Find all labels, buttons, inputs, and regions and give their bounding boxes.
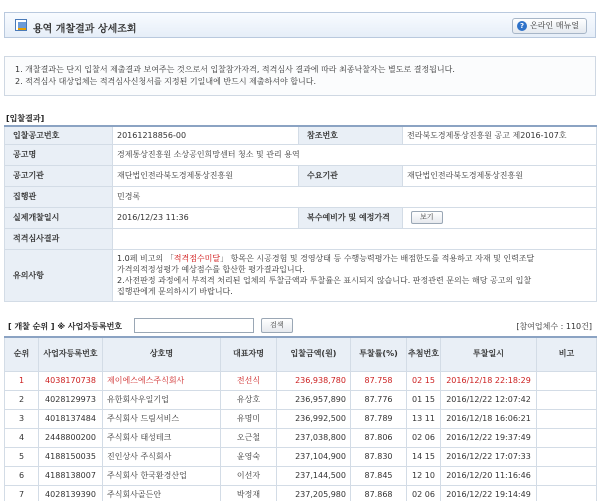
cell-draw-no: 13 11 [407,409,441,428]
cell-ceo: 유상호 [221,390,277,409]
cell-rate: 87.830 [351,447,407,466]
cell-amount: 236,957,890 [277,390,351,409]
notice-name-value: 경제통상진흥원 소상공인희망센터 청소 및 관리 용역 [113,144,597,165]
ref-no-value: 전라북도경제통상진흥원 공고 제2016-107호 [403,126,597,144]
cell-company[interactable]: 주식회사 한국환경산업 [103,466,221,485]
cell-company[interactable]: 제이에스에스주식회사 [103,371,221,390]
cell-bid-datetime: 2016/12/22 12:07:42 [441,390,537,409]
notice-line-1: 1. 개찰결과는 단지 입찰서 제출결과 보여주는 것으로서 입찰참가자격, 적격심사 결과에 따라 최종낙찰자는 별도로 결정됩니다. [15,65,455,74]
ranking-filter-bar [4,318,596,334]
table-row [5,447,597,466]
participant-count: [참여업체수 : 110건] [516,322,592,331]
notice-line-2: 2. 적격심사 대상업체는 적격심사신청서를 지정된 기일내에 반드시 제출하셔야 합니다. [15,77,316,86]
help-icon: ? [517,21,527,31]
cell-company[interactable]: 주식회사골든안 [103,485,221,501]
notes-line-3: 2.사전판정 과정에서 부적격 처리된 업체의 투찰금액과 투찰률은 표시되지 않습니다. 판정관련 문의는 해당 공고의 입찰 [117,276,532,285]
cell-amount: 237,144,500 [277,466,351,485]
cell-remarks [537,390,597,409]
cell-ceo: 윤영숙 [221,447,277,466]
label-qualification-result: 적격심사결과 [5,228,113,249]
col-rank: 순위 [5,337,39,371]
cell-rank: 4 [5,428,39,447]
cell-draw-no: 02 06 [407,485,441,501]
label-ref-no: 참조번호 [299,126,403,144]
col-rate: 투찰률(%) [351,337,407,371]
qualification-result-value [113,228,597,249]
cell-bid-datetime: 2016/12/18 22:18:29 [441,371,537,390]
col-amount: 입찰금액(원) [277,337,351,371]
notes-value [113,249,597,301]
table-row [5,371,597,390]
cell-remarks [537,409,597,428]
cell-rank: 3 [5,409,39,428]
cell-rank: 5 [5,447,39,466]
cell-rate: 87.776 [351,390,407,409]
cell-amount: 237,104,900 [277,447,351,466]
demand-org-value: 재단법인전라북도경제통상진흥원 [403,165,597,186]
cell-business-no: 4188138007 [39,466,103,485]
cell-remarks [537,371,597,390]
open-datetime-value: 2016/12/23 11:36 [113,207,299,228]
ranking-header-row [5,337,597,371]
label-open-datetime: 실제개찰일시 [5,207,113,228]
cell-company[interactable]: 진인상사 주식회사 [103,447,221,466]
notes-line-2: 가격의적정성평가 예상점수를 합산한 평가결과입니다. [117,265,305,274]
cell-bid-datetime: 2016/12/18 16:06:21 [441,409,537,428]
cell-company[interactable]: 유한회사우일기업 [103,390,221,409]
cell-rank: 6 [5,466,39,485]
cell-rank: 2 [5,390,39,409]
cell-rate: 87.845 [351,466,407,485]
table-row [5,409,597,428]
cell-remarks [537,447,597,466]
notice-org-value: 재단법인전라북도경제통상진흥원 [113,165,299,186]
cell-rate: 87.789 [351,409,407,428]
cell-business-no: 4018137484 [39,409,103,428]
ranking-filter-label: [ 개찰 순위 ] ※ 사업자등록번호 [8,322,123,331]
label-notice-org: 공고기관 [5,165,113,186]
label-demand-org: 수요기관 [299,165,403,186]
search-button[interactable]: 검색 [261,318,293,333]
cell-bid-datetime: 2016/12/22 19:14:49 [441,485,537,501]
cell-company[interactable]: 주식회사 태성테크 [103,428,221,447]
cell-amount: 237,205,980 [277,485,351,501]
table-row [5,485,597,501]
cell-amount: 236,992,500 [277,409,351,428]
online-manual-button[interactable] [512,18,587,34]
col-draw-no: 추첨번호 [407,337,441,371]
cell-remarks [537,485,597,501]
notes-highlight: 적격점수미달 [173,254,221,263]
cell-company[interactable]: 주식회사 드림서비스 [103,409,221,428]
cell-ceo: 이선자 [221,466,277,485]
cell-draw-no: 12 10 [407,466,441,485]
cell-ceo: 오근철 [221,428,277,447]
cell-ceo: 전선식 [221,371,277,390]
cell-amount: 237,038,800 [277,428,351,447]
cell-rank: 7 [5,485,39,501]
cell-draw-no: 01 15 [407,390,441,409]
multiple-price-cell [403,207,597,228]
notice-no-value: 20161218856-00 [113,126,299,144]
page-title-bar [4,12,596,38]
label-multiple-price: 복수예비가 및 예정가격 [299,207,403,228]
cell-bid-datetime: 2016/12/20 11:16:46 [441,466,537,485]
cell-remarks [537,428,597,447]
document-icon [15,19,27,31]
bid-info-table [4,125,597,302]
cell-rank: 1 [5,371,39,390]
bid-result-section-title: [입찰결과] [6,114,45,123]
view-price-button[interactable]: 보기 [411,211,443,224]
col-remarks: 비고 [537,337,597,371]
cell-rate: 87.806 [351,428,407,447]
col-ceo: 대표자명 [221,337,277,371]
executor-value: 민경록 [113,186,597,207]
col-company: 상호명 [103,337,221,371]
cell-rate: 87.758 [351,371,407,390]
notes-line-4: 집행관에게 문의하시기 바랍니다. [117,287,233,296]
cell-business-no: 4038170738 [39,371,103,390]
page-title: 용역 개찰결과 상세조회 [33,24,137,35]
notes-line-1: 1.0페 비고의 「적격점수미달」 항목은 시공경험 및 경영상태 등 수행능력평가는 배점한도를 적용하고 자재 및 인력조달 [117,254,535,263]
ranking-table [4,336,597,501]
cell-bid-datetime: 2016/12/22 17:07:33 [441,447,537,466]
cell-ceo: 유명미 [221,409,277,428]
table-row [5,466,597,485]
cell-amount: 236,938,780 [277,371,351,390]
table-row [5,390,597,409]
cell-rate: 87.868 [351,485,407,501]
cell-remarks [537,466,597,485]
cell-business-no: 4188150035 [39,447,103,466]
label-notes: 유의사항 [5,249,113,301]
cell-draw-no: 14 15 [407,447,441,466]
cell-business-no: 4028139390 [39,485,103,501]
table-row [5,428,597,447]
label-notice-name: 공고명 [5,144,113,165]
online-manual-label: 온라인 매뉴얼 [530,21,579,30]
col-bid-datetime: 투찰일시 [441,337,537,371]
cell-business-no: 2448800200 [39,428,103,447]
cell-draw-no: 02 06 [407,428,441,447]
cell-business-no: 4028129973 [39,390,103,409]
label-executor: 집행관 [5,186,113,207]
label-notice-no: 입찰공고번호 [5,126,113,144]
notice-box [4,56,596,96]
cell-ceo: 박정재 [221,485,277,501]
col-business-no: 사업자등록번호 [39,337,103,371]
cell-draw-no: 02 15 [407,371,441,390]
business-number-input[interactable] [134,318,254,333]
cell-bid-datetime: 2016/12/22 19:37:49 [441,428,537,447]
